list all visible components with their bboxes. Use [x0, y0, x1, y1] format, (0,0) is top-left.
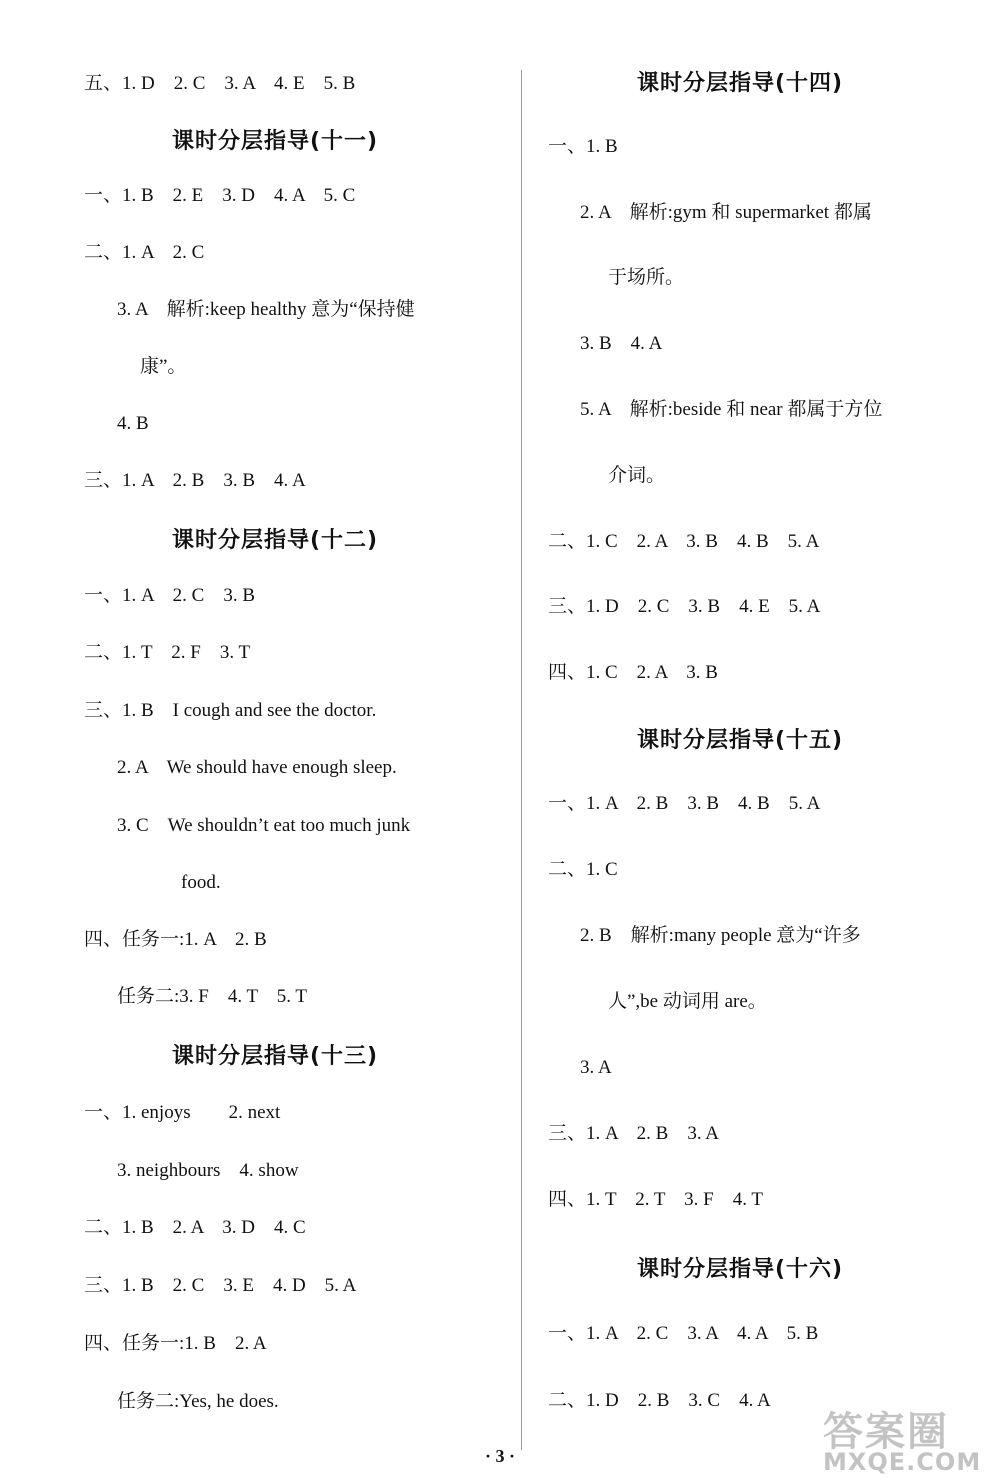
answer-line: 一、1. B: [548, 136, 618, 157]
answer-line: 三、1. A 2. B 3. B 4. A: [84, 470, 306, 491]
answer-line: 二、1. D 2. B 3. C 4. A: [548, 1390, 771, 1411]
answer-line: 五、1. D 2. C 3. A 4. E 5. B: [84, 73, 356, 94]
section-heading: 课时分层指导(十二): [172, 528, 379, 553]
answer-line: 三、1. B I cough and see the doctor.: [84, 700, 377, 721]
answer-line: 三、1. D 2. C 3. B 4. E 5. A: [548, 596, 821, 617]
answer-line: 5. A 解析:beside 和 near 都属于方位: [580, 399, 883, 420]
answer-line: 一、1. A 2. C 3. A 4. A 5. B: [548, 1323, 819, 1344]
answer-line: 介词。: [608, 465, 666, 486]
section-heading: 课时分层指导(十五): [637, 728, 844, 753]
answer-line: 一、1. A 2. C 3. B: [84, 585, 256, 606]
answer-line: 三、1. A 2. B 3. A: [548, 1123, 720, 1144]
answer-line: 四、任务一:1. B 2. A: [84, 1333, 267, 1354]
answer-line: food.: [181, 872, 221, 893]
answer-line: 二、1. T 2. F 3. T: [84, 642, 251, 663]
answer-line: 3. C We shouldn’t eat too much junk: [117, 815, 411, 836]
answer-line: 一、1. A 2. B 3. B 4. B 5. A: [548, 793, 821, 814]
answer-line: 人”,be 动词用 are。: [608, 991, 767, 1012]
answer-line: 一、1. B 2. E 3. D 4. A 5. C: [84, 185, 356, 206]
section-heading: 课时分层指导(十三): [172, 1044, 379, 1069]
answer-line: 二、1. C 2. A 3. B 4. B 5. A: [548, 531, 820, 552]
answer-line: 康”。: [140, 356, 187, 377]
answer-line: 于场所。: [608, 267, 685, 288]
answer-line: 4. B: [117, 413, 149, 434]
answer-line: 一、1. enjoys 2. next: [84, 1102, 281, 1123]
answer-line: 四、任务一:1. A 2. B: [84, 929, 267, 950]
section-heading: 课时分层指导(十一): [172, 129, 379, 154]
answer-line: 二、1. A 2. C: [84, 242, 205, 263]
answer-line: 2. B 解析:many people 意为“许多: [580, 925, 861, 946]
answer-line: 3. A 解析:keep healthy 意为“保持健: [117, 299, 415, 320]
column-divider: [521, 70, 522, 1450]
answer-line: 任务二:Yes, he does.: [117, 1391, 279, 1412]
watermark-url: MXQE.COM: [823, 1448, 982, 1476]
answer-line: 2. A We should have enough sleep.: [117, 757, 397, 778]
answer-line: 3. B 4. A: [580, 333, 663, 354]
answer-line: 2. A 解析:gym 和 supermarket 都属: [580, 202, 872, 223]
answer-line: 3. neighbours 4. show: [117, 1160, 299, 1181]
answer-line: 四、1. T 2. T 3. F 4. T: [548, 1189, 764, 1210]
section-heading: 课时分层指导(十四): [637, 71, 844, 96]
answer-line: 二、1. B 2. A 3. D 4. C: [84, 1217, 306, 1238]
answer-line: 二、1. C: [548, 859, 618, 880]
watermark-logo-text: 答案圈: [823, 1409, 949, 1455]
answer-line: 三、1. B 2. C 3. E 4. D 5. A: [84, 1275, 357, 1296]
page-number: · 3 ·: [484, 1446, 515, 1466]
answer-line: 3. A: [580, 1057, 612, 1078]
answer-line: 四、1. C 2. A 3. B: [548, 662, 718, 683]
section-heading: 课时分层指导(十六): [637, 1257, 844, 1282]
answer-line: 任务二:3. F 4. T 5. T: [117, 986, 308, 1007]
